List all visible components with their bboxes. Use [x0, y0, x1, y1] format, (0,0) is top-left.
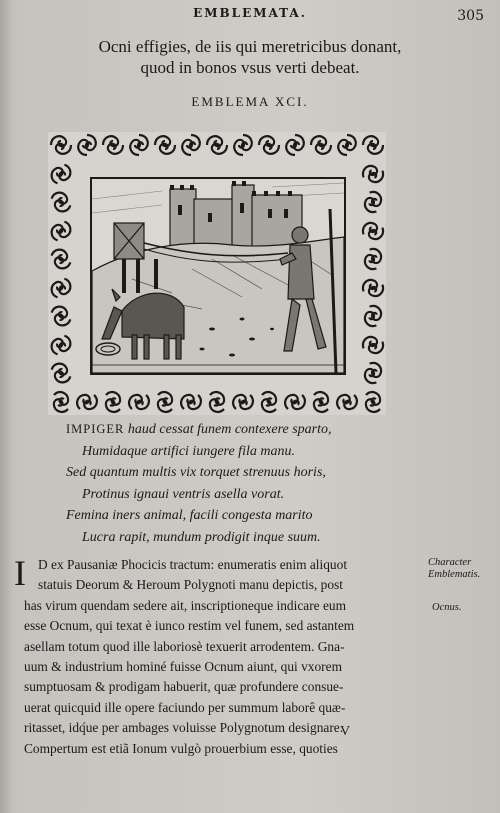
verse-line-1-text: haud cessat funem contexere sparto,	[124, 422, 332, 437]
acanthus-ornament-icon	[360, 360, 386, 386]
acanthus-ornament-icon	[152, 132, 178, 158]
drop-initial: I	[14, 553, 26, 593]
acanthus-ornament-icon	[100, 132, 126, 158]
verse-line-3: Sed quantum multis vix torquet strenuus horis,	[66, 465, 326, 480]
acanthus-ornament-icon	[48, 332, 74, 358]
acanthus-ornament-icon	[178, 389, 204, 415]
acanthus-ornament-icon	[48, 389, 74, 415]
commentary-line: statuis Deorum & Heroum Polygnoti manu depictis, post	[38, 577, 343, 593]
sidenote-ocnus: Ocnus.	[432, 602, 462, 613]
emblem-number-heading: EMBLEMA XCI.	[191, 94, 309, 109]
acanthus-ornament-icon	[334, 132, 360, 158]
commentary-line: D ex Pausaniæ Phocicis tractum: enumeratis enim aliquot	[38, 557, 348, 572]
acanthus-ornament-icon	[204, 132, 230, 158]
commentary-line: Compertum est etiã Ionum vulgò prouerbium esse, quoties	[24, 740, 338, 756]
acanthus-ornament-icon	[360, 132, 386, 158]
acanthus-ornament-icon	[74, 132, 100, 158]
sidenote-line: Emblematis.	[428, 569, 481, 580]
emblem-title-line-2: quod in bonos vsus verti debeat.	[140, 58, 360, 77]
acanthus-ornament-icon	[256, 132, 282, 158]
acanthus-ornament-icon	[282, 132, 308, 158]
acanthus-ornament-icon	[48, 161, 74, 187]
acanthus-ornament-icon	[48, 275, 74, 301]
acanthus-ornament-icon	[360, 303, 386, 329]
emblem-epigram	[66, 419, 396, 548]
acanthus-ornament-icon	[204, 389, 230, 415]
commentary-line: ritasset, idq́ue per ambages voluisse Polygnotum designare.	[24, 720, 344, 736]
sidenote-line: Character	[428, 557, 472, 568]
sidenote-character	[428, 557, 480, 581]
acanthus-ornament-icon	[360, 246, 386, 272]
acanthus-ornament-icon	[48, 360, 74, 386]
woodcut-ocnus-rope-donkey-icon	[90, 177, 346, 375]
verse-line-5: Femina iners animal, facili congesta marito	[66, 508, 313, 523]
commentary-line: sumptuosam & prodigam habuerit, quæ profundere consue-	[24, 679, 344, 695]
commentary-line: asellam totum quod ille laboriosè texuerit arrodentem. Gna-	[24, 638, 345, 654]
acanthus-ornament-icon	[48, 246, 74, 272]
acanthus-ornament-icon	[48, 218, 74, 244]
acanthus-ornament-icon	[48, 303, 74, 329]
acanthus-ornament-icon	[308, 389, 334, 415]
acanthus-ornament-icon	[308, 132, 334, 158]
commentary-line: uerat quicquid ille opere faciundo per summum laborê quæ-	[24, 699, 346, 715]
commentary-line: has virum quendam sedere ait, inscriptioneque indicare eum	[24, 597, 347, 613]
acanthus-ornament-icon	[256, 389, 282, 415]
commentary-line: esse Ocnum, qui texat è iunco restim vel funem, sed astantem	[24, 618, 355, 634]
emblem-title	[0, 36, 500, 78]
page-number: 305	[457, 8, 484, 24]
acanthus-ornament-icon	[230, 389, 256, 415]
verse-line-4: Protinus ignaui ventris asella vorat.	[82, 486, 285, 502]
acanthus-ornament-icon	[126, 389, 152, 415]
commentary-line: uum & industrium hominé fuisse Ocnum aiunt, qui vxorem	[24, 659, 342, 675]
acanthus-ornament-icon	[360, 218, 386, 244]
running-head: EMBLEMATA.	[193, 6, 307, 20]
acanthus-ornament-icon	[152, 389, 178, 415]
verse-line-6: Lucra rapit, mundum prodigit inque suum.	[82, 529, 321, 545]
acanthus-ornament-icon	[48, 189, 74, 215]
verse-line-1	[66, 419, 396, 441]
catchword: V	[340, 724, 351, 739]
acanthus-ornament-icon	[48, 132, 74, 158]
acanthus-ornament-icon	[360, 389, 386, 415]
acanthus-ornament-icon	[100, 389, 126, 415]
commentary-text	[24, 555, 414, 759]
acanthus-ornament-icon	[178, 132, 204, 158]
acanthus-ornament-icon	[230, 132, 256, 158]
acanthus-ornament-icon	[360, 275, 386, 301]
acanthus-ornament-icon	[282, 389, 308, 415]
acanthus-ornament-icon	[126, 132, 152, 158]
acanthus-ornament-icon	[360, 161, 386, 187]
acanthus-ornament-icon	[334, 389, 360, 415]
emblem-title-line-1: Ocni effigies, de iis qui meretricibus donant,	[98, 37, 402, 56]
acanthus-ornament-icon	[360, 332, 386, 358]
verse-capital-word: IMPIGER	[66, 422, 125, 436]
acanthus-ornament-icon	[360, 189, 386, 215]
acanthus-ornament-icon	[74, 389, 100, 415]
verse-line-2: Humidaque artifici iungere fila manu.	[82, 443, 295, 459]
